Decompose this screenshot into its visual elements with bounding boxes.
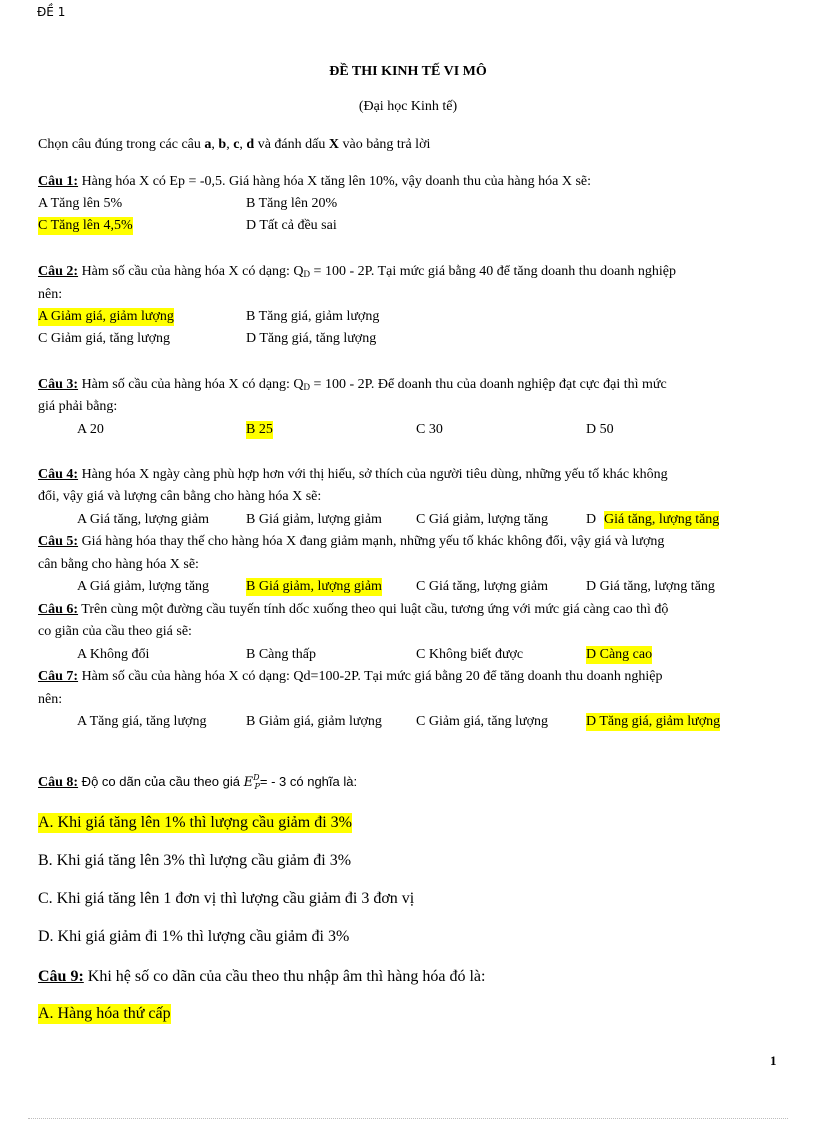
question-3 [38, 376, 667, 396]
q7-option-a: A Tăng giá, tăng lượng [77, 714, 207, 729]
q5-option-b: B Giá giảm, lượng giảm [246, 579, 382, 594]
page-number: 1 [770, 1053, 777, 1068]
question-text-cont: = - 3 có nghĩa là: [259, 774, 358, 789]
q1-option-d: D Tất cả đều sai [246, 218, 337, 233]
q2-option-d: D Tăng giá, tăng lượng [246, 331, 377, 346]
question-text: Độ co dãn của cầu theo giá [78, 774, 244, 789]
question-label: Câu 7: [38, 669, 79, 684]
question-5-line2: cân bằng cho hàng hóa X sẽ: [38, 557, 199, 572]
question-text: Hàm số cầu của hàng hóa X có dạng: Q [78, 264, 304, 279]
q4-option-d: Giá tăng, lượng tăng [604, 512, 720, 527]
q3-option-a: A 20 [77, 422, 104, 437]
question-1 [38, 173, 591, 191]
instruction-post: vào bảng trả lời [338, 137, 431, 152]
instruction-a: a [204, 137, 212, 152]
question-text: Giá hàng hóa thay thế cho hàng hóa X đang giảm mạnh, những yếu tố khác không đổi, vậy giá và lượng [78, 534, 665, 549]
instruction-b: b [218, 137, 227, 152]
q1-option-a: A Tăng lên 5% [38, 196, 123, 211]
page-title: ĐỀ THI KINH TẾ VI MÔ [329, 64, 487, 79]
q6-option-b: B Càng thấp [246, 647, 316, 662]
page-subtitle: (Đại học Kinh tế) [358, 99, 458, 114]
q4-option-a: A Giá tăng, lượng giảm [77, 512, 210, 527]
instruction-d: d [246, 137, 255, 152]
q1-option-c: C Tăng lên 4,5% [38, 218, 133, 233]
q8-option-c: C. Khi giá tăng lên 1 đơn vị thì lượng cầu giảm đi 3 đơn vị [38, 890, 415, 907]
instruction-sep3: , [239, 137, 247, 152]
q5-option-c: C Giá tăng, lượng giảm [416, 579, 549, 594]
q7-option-c: C Giảm giá, tăng lượng [416, 714, 549, 729]
question-text: Hàng hóa X ngày càng phù hợp hơn với thị hiếu, sở thích của người tiêu dùng, những yếu tố khác không [78, 467, 668, 482]
q4-option-c: C Giá giảm, lượng tăng [416, 512, 549, 527]
header-label: ĐỀ 1 [37, 5, 66, 19]
instruction-c: c [233, 137, 240, 152]
question-9 [38, 967, 485, 987]
question-text: Khi hệ số co dãn của cầu theo thu nhập âm thì hàng hóa đó là: [83, 968, 486, 985]
question-6-line2: co giãn của cầu theo giá sẽ: [38, 624, 192, 639]
question-6 [38, 601, 668, 619]
q4-option-d-letter: D [586, 512, 597, 527]
q2-option-a: A Giảm giá, giảm lượng [38, 309, 174, 324]
question-label: Câu 4: [38, 467, 79, 482]
question-text-cont: = 100 - 2P. Tại mức giá bằng 40 để tăng doanh thu doanh nghiệp [310, 264, 676, 279]
q7-option-d: D Tăng giá, giảm lượng [586, 714, 721, 729]
q8-option-a: A. Khi giá tăng lên 1% thì lượng cầu giảm đi 3% [38, 814, 352, 831]
elasticity-sub: P [254, 782, 260, 791]
q3-option-d: D 50 [586, 422, 614, 437]
question-2-line2: nên: [38, 287, 63, 302]
question-label: Câu 5: [38, 534, 79, 549]
q7-option-b: B Giảm giá, giảm lượng [246, 714, 382, 729]
q5-option-a: A Giá giảm, lượng tăng [77, 579, 210, 594]
question-text: Trên cùng một đường cầu tuyến tính dốc xuống theo qui luật cầu, tương ứng với mức giá càng cao thì độ [78, 602, 669, 617]
q9-option-a: A. Hàng hóa thứ cấp [38, 1005, 171, 1022]
q8-option-d: D. Khi giá giảm đi 1% thì lượng cầu giảm đi 3% [38, 928, 350, 945]
question-4-line2: đổi, vậy giá và lượng cân bằng cho hàng hóa X sẽ: [38, 489, 322, 504]
instruction-pre: Chọn câu đúng trong các câu [38, 137, 205, 152]
question-2 [38, 263, 676, 283]
q8-option-b: B. Khi giá tăng lên 3% thì lượng cầu giảm đi 3% [38, 852, 352, 869]
question-label: Câu 2: [38, 264, 79, 279]
instruction [38, 136, 430, 154]
question-text: Hàm số cầu của hàng hóa X có dạng: Qd=100-2P. Tại mức giá bằng 20 để tăng doanh thu doanh nghiệp [78, 669, 663, 684]
q3-option-b: B 25 [246, 422, 273, 437]
question-3-line2: giá phải bằng: [38, 399, 118, 414]
q1-option-b: B Tăng lên 20% [246, 196, 338, 211]
question-8 [38, 772, 357, 794]
instruction-sep2: , [226, 137, 234, 152]
q2-option-c: C Giảm giá, tăng lượng [38, 331, 171, 346]
question-text: Hàm số cầu của hàng hóa X có dạng: Q [78, 377, 304, 392]
q5-option-d: D Giá tăng, lượng tăng [586, 579, 715, 594]
elasticity-e: E [243, 775, 254, 790]
question-label: Câu 1: [38, 174, 79, 189]
q3-option-c: C 30 [416, 422, 443, 437]
question-label: Câu 8: [38, 775, 79, 790]
question-5 [38, 533, 664, 551]
q2-option-b: B Tăng giá, giảm lượng [246, 309, 380, 324]
elasticity-symbol [244, 775, 260, 790]
question-label: Câu 9: [38, 968, 84, 985]
q4-option-b: B Giá giảm, lượng giảm [246, 512, 382, 527]
question-text-cont: = 100 - 2P. Để doanh thu của doanh nghiệp đạt cực đại thì mức [310, 377, 667, 392]
question-4 [38, 466, 668, 484]
question-7-line2: nên: [38, 692, 63, 707]
subscript: D [303, 269, 311, 279]
q6-option-a: A Không đổi [77, 647, 150, 662]
q6-option-c: C Không biết được [416, 647, 524, 662]
page-bottom-divider [28, 1118, 788, 1119]
instruction-mid: và đánh dấu [254, 137, 329, 152]
question-label: Câu 6: [38, 602, 79, 617]
q6-option-d: D Càng cao [586, 647, 653, 662]
instruction-sep1: , [211, 137, 219, 152]
question-label: Câu 3: [38, 377, 79, 392]
question-7 [38, 668, 663, 686]
subscript: D [303, 382, 311, 392]
instruction-x: X [328, 137, 339, 152]
question-text: Hàng hóa X có Ep = -0,5. Giá hàng hóa X tăng lên 10%, vậy doanh thu của hàng hóa X sẽ: [78, 174, 591, 189]
elasticity-sup: D [253, 773, 260, 782]
